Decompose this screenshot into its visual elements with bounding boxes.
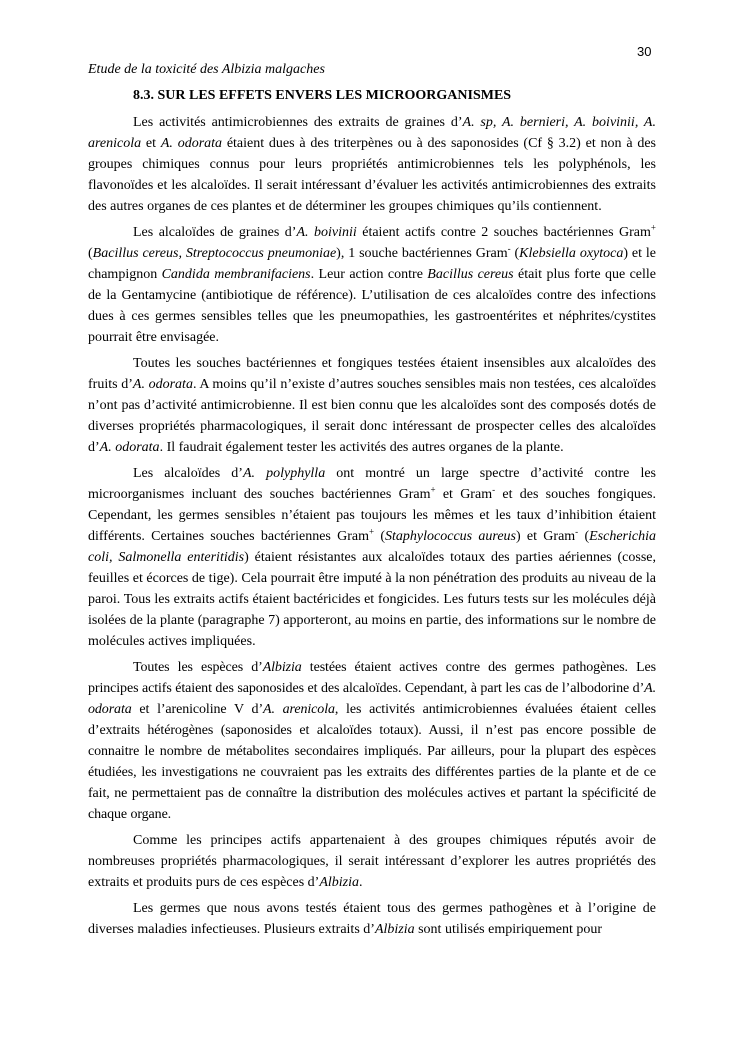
paragraph <box>88 898 656 940</box>
text-run: Les alcaloïdes d’ <box>133 466 243 481</box>
italic-term: A. sp, A. bernieri, A. boivinii, A. arenicola <box>88 115 656 151</box>
text-run: et l’arenicoline V d’ <box>131 702 264 717</box>
text-run: Les activités antimicrobiennes des extraits de graines d’ <box>133 115 463 130</box>
text-run: et Gram <box>435 487 493 502</box>
superscript: - <box>575 526 579 537</box>
italic-term: A. arenicola <box>263 702 335 717</box>
italic-term: Bacillus cereus <box>427 267 514 282</box>
text-run: , les activités antimicrobiennes évaluées étaient celles d’extraits hétérogènes (saponosides et alcaloïdes totaux). Aussi, il n’est pas encore possible de connaitre le nombre de métabolites secondaires impliqués. Par ailleurs, pour la plupart des espèces étudiées, les investigations ne couvraient pas les extraits des différentes parties de la plante et de ce fait, ne permettaient pas de connaître la distribution des molécules actives et partant la spécificité de chaque organe. <box>88 702 656 822</box>
italic-term: Escherichia coli, Salmonella enteritidis <box>88 529 656 565</box>
paragraph <box>88 222 656 348</box>
text-run: Toutes les souches bactériennes et fongiques testées étaient insensibles aux alcaloïdes des fruits d’ <box>88 356 656 392</box>
paragraph <box>88 830 656 893</box>
text-run: ont montré un large spectre d’activité contre les microorganismes incluant des souches bactériennes Gram <box>88 466 656 502</box>
text-run: étaient actifs contre 2 souches bactériennes Gram <box>356 225 651 240</box>
running-header: Etude de la toxicité des Albizia malgaches <box>88 62 325 77</box>
text-run: ( <box>578 529 590 544</box>
italic-term: A. odorata <box>160 136 223 151</box>
text-run: ), 1 souche bactériennes Gram <box>336 246 508 261</box>
paragraph <box>88 353 656 458</box>
text-run: . A moins qu’il n’existe d’autres souches sensibles mais non testées, ces alcaloïdes n’ont pas d’activité antimicrobienne. Il est bien connu que les alcaloïdes sont des composés dotés de diverses propriétés pharmacologiques, il serait donc intéressant de prospecter celles des alcaloïdes d’ <box>88 377 657 455</box>
text-run: . Leur action contre <box>310 267 428 282</box>
text-run: étaient dues à des triterpènes ou à des saponosides (Cf § 3.2) et non à des groupes chimiques connus pour leurs propriétés antimicrobiennes tels les polyphénols, les flavonoïdes et les alcaloïdes. Il serait intéressant d’évaluer les activités antimicrobiennes des extraits des autres organes de ces plantes et de déterminer les groupes chimiques qu’ils contiennent. <box>88 136 657 214</box>
text-run: ) et Gram <box>515 529 576 544</box>
italic-term: Staphylococcus aureus <box>385 529 516 544</box>
text-run: était plus forte que celle de la Gentamycine (antibiotique de référence). L’utilisation de ces alcaloïdes contre des infections dues à ces germes sensibles telles que les pneumopathies, les gastroentérites et néphrites/cystites pourrait être envisagée. <box>88 267 657 345</box>
text-run: . <box>359 875 363 890</box>
text-run: et <box>141 136 161 151</box>
italic-term: Bacillus cereus, Streptococcus pneumoniae <box>92 246 337 261</box>
italic-term: A. odorata <box>132 377 193 392</box>
superscript: - <box>507 243 511 254</box>
paragraph <box>88 657 656 825</box>
italic-term: Candida membranifaciens <box>161 267 311 282</box>
superscript: + <box>430 484 436 495</box>
text-run: testées étaient actives contre des germes pathogènes. Les principes actifs étaient des saponosides et des alcaloïdes. Cependant, à part les cas de l’albodorine d’ <box>88 660 656 696</box>
superscript: + <box>650 222 656 233</box>
text-run: et des souches fongiques. Cependant, les germes sensibles n’étaient pas toujours les mêmes et les taux d’inhibition étaient différents. Certaines souches bactériennes Gram <box>88 487 656 544</box>
italic-term: A. boivinii <box>296 225 357 240</box>
superscript: - <box>492 484 496 495</box>
text-run: ) étaient résistantes aux alcaloïdes totaux des parties aériennes (cosse, feuilles et écorces de tige). Cela pourrait être imputé à la non pénétration des produits au niveau de la paroi. Tous les extraits actifs étaient bactéricides et fongicides. Les futurs tests sur les molécules déjà isolées de la plante (paragraphe 7) apporteront, au moins en partie, des informations sur le nombre de molécules actives impliquées. <box>88 550 656 649</box>
superscript: + <box>369 526 375 537</box>
section-heading: 8.3. SUR LES EFFETS ENVERS LES MICROORGANISMES <box>133 88 512 103</box>
text-run: Toutes les espèces d’ <box>133 660 263 675</box>
page-number: 30 <box>637 44 652 59</box>
paragraph <box>88 112 656 217</box>
italic-term: A. odorata <box>88 681 656 717</box>
italic-term: Klebsiella oxytoca <box>519 246 624 261</box>
italic-term: Albizia <box>319 875 359 890</box>
text-run: ) et le champignon <box>88 246 657 282</box>
text-run: Les alcaloïdes de graines d’ <box>133 225 297 240</box>
text-run: . Il faudrait également tester les activités des autres organes de la plante. <box>159 440 564 455</box>
text-run: Les germes que nous avons testés étaient tous des germes pathogènes et à l’origine de diverses maladies infectieuses. Plusieurs extraits d’ <box>88 901 656 937</box>
text-run: ( <box>510 246 520 261</box>
body-text <box>88 112 656 945</box>
text-run: ( <box>88 246 93 261</box>
text-run: ( <box>374 529 386 544</box>
text-run: sont utilisés empiriquement pour <box>414 922 603 937</box>
italic-term: Albizia <box>262 660 302 675</box>
text-run: Comme les principes actifs appartenaient à des groupes chimiques réputés avoir de nombreuses propriétés pharmacologiques, il serait intéressant d’explorer les autres propriétés des extraits et produits purs de ces espèces d’ <box>88 833 656 890</box>
paragraph <box>88 463 656 652</box>
italic-term: A. odorata <box>99 440 160 455</box>
italic-term: Albizia <box>374 922 415 937</box>
italic-term: A. polyphylla <box>242 466 326 481</box>
